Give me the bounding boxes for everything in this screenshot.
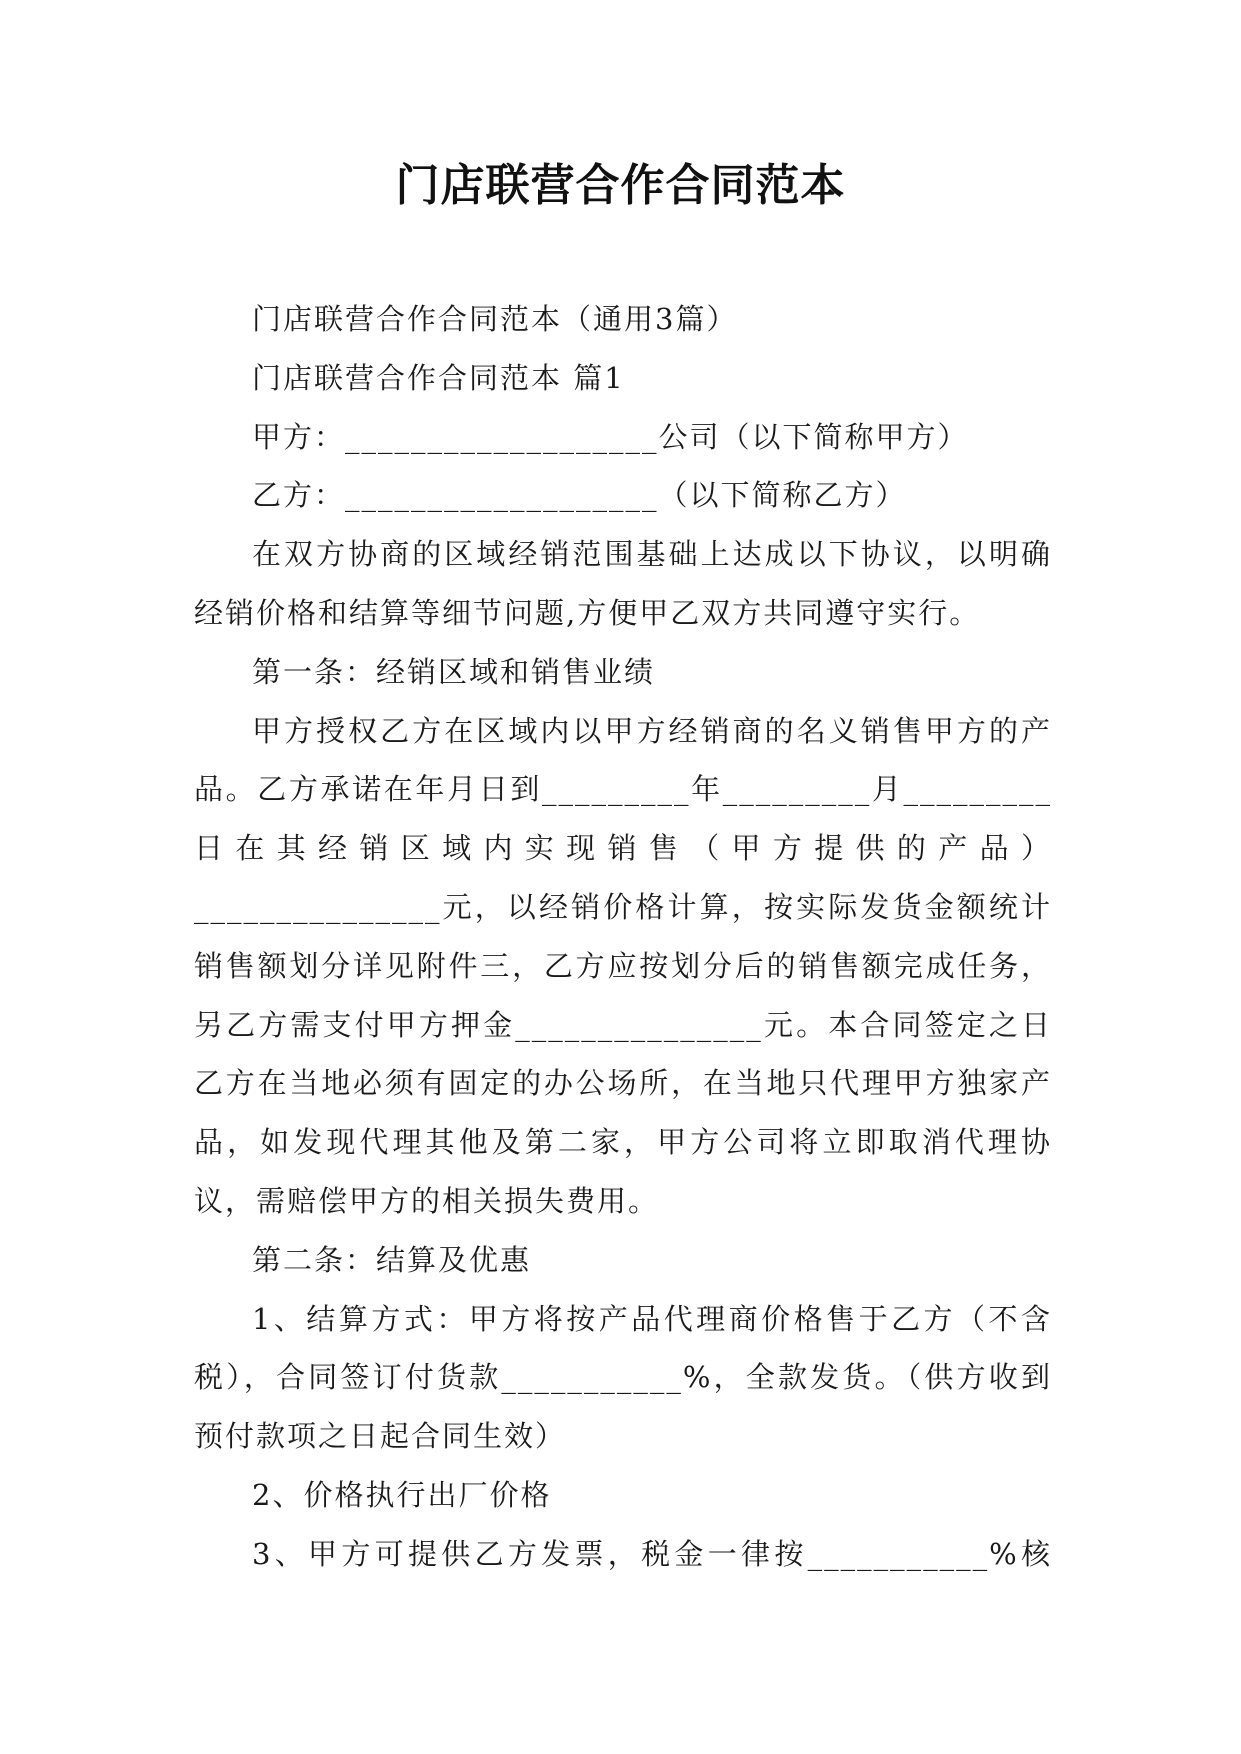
article-heading: 门店联营合作合同范本 篇1 xyxy=(252,360,625,395)
clause-2-item-3: 3、甲方可提供乙方发票，税金一律按___________%核 xyxy=(252,1536,1052,1571)
clause-1-heading: 第一条：经销区域和销售业绩 xyxy=(252,654,656,689)
clause-2-item-1: 1、结算方式：甲方将按产品代理商价格售于乙方（不含税），合同签订付货款___________%，全款发货。（供方收到预付款项之日起合同生效） xyxy=(194,1301,1052,1454)
collection-heading: 门店联营合作合同范本（通用3篇） xyxy=(252,302,738,336)
party-b-line: 乙方：___________________（以下简称乙方） xyxy=(252,478,907,513)
document-title: 门店联营合作合同范本 xyxy=(395,160,846,211)
clause-1-body: 甲方授权乙方在区域内以甲方经销商的名义销售甲方的产品。乙方承诺在年月日到_________年_________月_________日在其经销区域内实现销售（甲方提供的产品）_______________元，以经销价格计算，按实际发货金额统计销售额划分详见附件三，乙方应按划分后的销售额完成任务，另乙方需支付甲方押金_______________元。本合同签定之日乙方在当地必须有固定的办公场所，在当地只代理甲方独家产品，如发现代理其他及第二家，甲方公司将立即取消代理协议，需赔偿甲方的相关损失费用。 xyxy=(194,713,1052,1218)
clause-2-heading: 第二条：结算及优惠 xyxy=(252,1242,532,1277)
document-body xyxy=(194,290,1052,1584)
clause-2-item-2: 2、价格执行出厂价格 xyxy=(252,1477,552,1512)
preamble-paragraph: 在双方协商的区域经销范围基础上达成以下协议，以明确经销价格和结算等细节问题,方便甲乙双方共同遵守实行。 xyxy=(194,537,1052,630)
party-a-line: 甲方：___________________公司（以下简称甲方） xyxy=(252,419,969,454)
